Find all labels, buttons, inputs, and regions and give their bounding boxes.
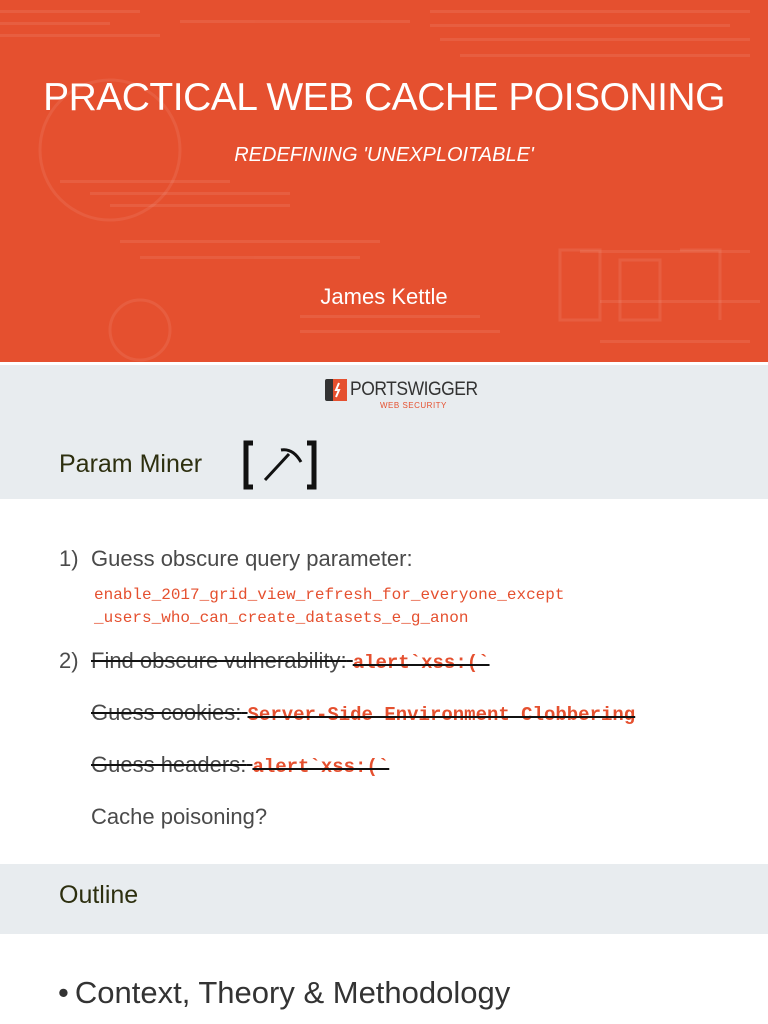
parameter-code-line-1: enable_2017_grid_view_refresh_for_everyone_except [94, 586, 565, 604]
step-find-vulnerability-code: alert`xss:(` [352, 652, 490, 674]
list-number-1: 1) [59, 546, 79, 571]
step-find-vulnerability-label: Find obscure vulnerability: [91, 648, 347, 673]
section-title: Param Miner [59, 450, 203, 478]
pickaxe-icon [241, 440, 319, 490]
step-guess-cookies-code: Server-Side Environment Clobbering [247, 704, 636, 726]
step-guess-headers-code: alert`xss:(` [252, 756, 390, 778]
outline-title: Outline [59, 881, 139, 909]
presentation-subtitle: REDEFINING 'UNEXPLOITABLE' [234, 144, 534, 166]
brand-tagline: WEB SECURITY [380, 401, 447, 410]
outline-bullet-item [58, 975, 510, 1011]
list-number-2: 2) [59, 648, 79, 673]
step-cache-poisoning: Cache poisoning? [91, 804, 268, 829]
brand-name: PORTSWIGGER [350, 379, 478, 400]
step-guess-headers [91, 752, 389, 778]
outline-bullet-text: Context, Theory & Methodology [74, 975, 511, 1010]
author-name: James Kettle [320, 284, 448, 309]
step-guess-query-parameter: Guess obscure query parameter: [91, 546, 413, 571]
hero-banner [0, 0, 768, 362]
portswigger-logo-icon [325, 379, 347, 401]
presentation-title: PRACTICAL WEB CACHE POISONING [43, 76, 725, 119]
portswigger-logo [325, 379, 489, 415]
step-guess-cookies [91, 700, 635, 726]
step-guess-headers-label: Guess headers: [91, 752, 247, 777]
bullet-icon: • [58, 975, 69, 1010]
step-find-vulnerability [91, 648, 490, 674]
parameter-code-line-2: _users_who_can_create_datasets_e_g_anon [94, 609, 469, 627]
step-guess-cookies-label: Guess cookies: [91, 700, 242, 725]
